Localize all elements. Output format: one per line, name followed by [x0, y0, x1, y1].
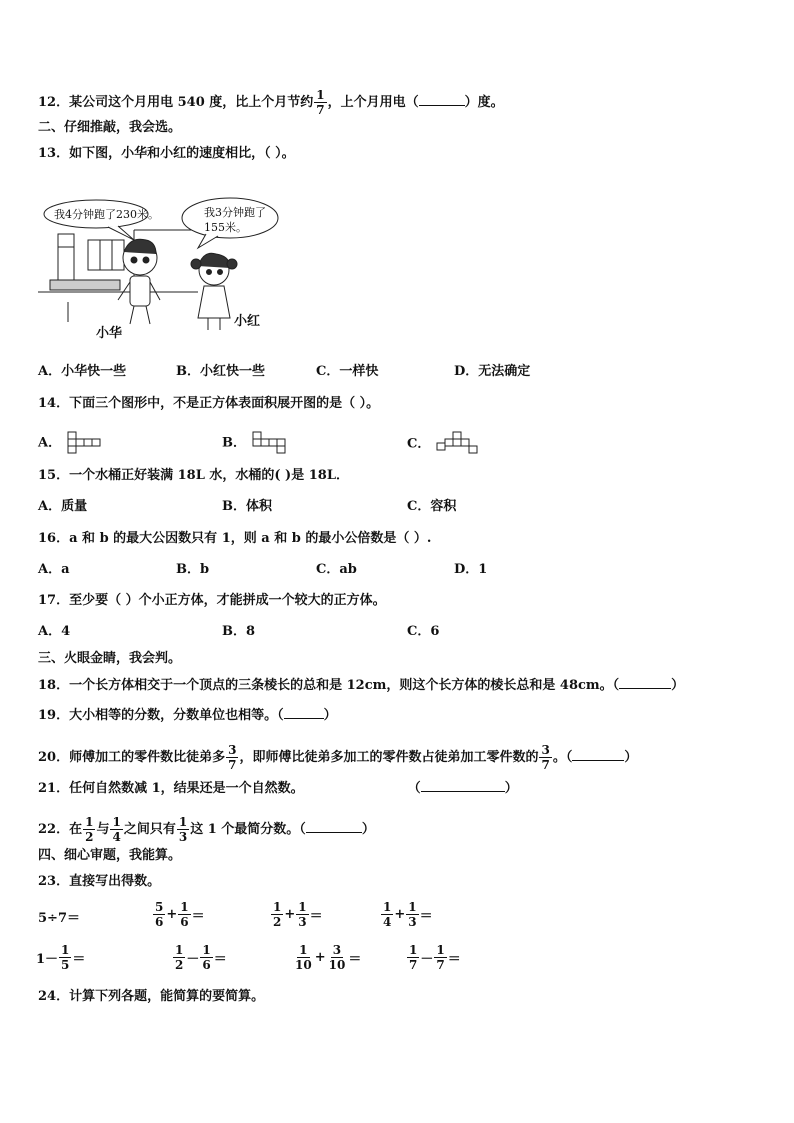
calc-8: $\frac{1}{7}$ － $\frac{1}{7}$ ＝: [409, 943, 461, 972]
bubble-xiaohong-line1: 我3分钟跑了: [204, 206, 266, 219]
calc-4: $\frac{1}{4}$ + $\frac{1}{3}$ ＝: [383, 900, 433, 929]
question-22: 22．在 $\frac{1}{2}$ 与 $\frac{1}{4}$ 之间只有 $\frac{1}{3}$ 这 1 个最简分数。（ ）: [38, 815, 375, 844]
question-19: 19．大小相等的分数，分数单位也相等。（ ）: [38, 708, 337, 723]
q14-option-b[interactable]: [222, 431, 293, 455]
question-23: 23．直接写出得数。: [38, 874, 161, 889]
question-12: 12．某公司这个月用电 540 度，比上个月节约 $\frac{1}{7}$ ，上个月用电（ ）度。: [38, 88, 504, 117]
calc-3: $\frac{1}{2}$ + $\frac{1}{3}$ ＝: [273, 900, 323, 929]
section-4-heading: 四、细心审题，我能算。: [38, 848, 182, 863]
q15-option-a[interactable]: A．质量: [38, 499, 88, 514]
bubble-xiaohua-text: 我4分钟跑了230米。: [54, 208, 159, 221]
answer-blank[interactable]: [572, 748, 624, 761]
cube-net-c: [435, 431, 481, 457]
speed-illustration: [38, 192, 288, 342]
bubble-xiaohong-line2: 155米。: [204, 221, 247, 234]
answer-blank[interactable]: [284, 706, 324, 719]
question-15: 15．一个水桶正好装满 18L 水，水桶的( )是 18L．: [38, 468, 349, 483]
q17-option-a[interactable]: A．4: [38, 624, 71, 639]
q14-option-c[interactable]: [407, 431, 481, 457]
cube-net-b: [251, 431, 293, 455]
question-21: 21．任何自然数减 1，结果还是一个自然数。 （ ）: [38, 781, 518, 796]
q16-option-d[interactable]: D．1: [454, 562, 488, 577]
answer-blank[interactable]: [306, 820, 362, 833]
q14-label-b: B．: [222, 435, 246, 451]
q17-option-c[interactable]: C．6: [407, 624, 440, 639]
cube-net-a: [66, 431, 108, 455]
label-xiaohong: 小红: [234, 314, 261, 329]
q13-option-d[interactable]: D．无法确定: [454, 364, 531, 379]
answer-blank[interactable]: [419, 93, 465, 106]
calc-6: $\frac{1}{2}$ － $\frac{1}{6}$ ＝: [175, 943, 227, 972]
answer-blank[interactable]: [421, 779, 505, 792]
q15-option-c[interactable]: C．容积: [407, 499, 457, 514]
label-xiaohua: 小华: [96, 326, 123, 341]
q13-option-c[interactable]: C．一样快: [316, 364, 379, 379]
question-20: 20．师傅加工的零件数比徒弟多 $\frac{3}{7}$ ，即师傅比徒弟多加工的零件数占徒弟加工零件数的 $\frac{3}{7}$ 。（ ）: [38, 743, 638, 772]
question-18: 18．一个长方体相交于一个顶点的三条棱长的总和是 12cm，则这个长方体的棱长总和是 48cm。（ ）: [38, 678, 685, 693]
q16-option-a[interactable]: A．a: [38, 562, 70, 577]
calc-7: $\frac{1}{10}$ + $\frac{3}{10}$ ＝: [295, 943, 362, 972]
q14-option-a[interactable]: [38, 431, 108, 455]
question-14: 14．下面三个图形中，不是正方体表面积展开图的是（ ）。: [38, 396, 380, 411]
q16-option-b[interactable]: B．b: [176, 562, 210, 577]
section-2-heading: 二、仔细推敲，我会选。: [38, 120, 182, 135]
calc-1: 5÷7＝: [38, 911, 80, 926]
q15-option-b[interactable]: B．体积: [222, 499, 272, 514]
question-16: 16．a 和 b 的最大公因数只有 1，则 a 和 b 的最小公倍数是（ ）.: [38, 531, 432, 546]
q13-option-b[interactable]: B．小红快一些: [176, 364, 265, 379]
section-3-heading: 三、火眼金睛，我会判。: [38, 651, 182, 666]
calc-5: 1－ $\frac{1}{5}$ ＝: [36, 943, 86, 972]
question-17: 17．至少要（ ）个小正方体，才能拼成一个较大的正方体。: [38, 593, 386, 608]
q16-option-c[interactable]: C．ab: [316, 562, 357, 577]
question-24: 24．计算下列各题，能简算的要简算。: [38, 989, 265, 1004]
q13-option-a[interactable]: A．小华快一些: [38, 364, 127, 379]
calc-2: $\frac{5}{6}$ + $\frac{1}{6}$ ＝: [155, 900, 205, 929]
q14-label-c: C．: [407, 436, 431, 452]
q17-option-b[interactable]: B．8: [222, 624, 256, 639]
question-13: 13．如下图，小华和小红的速度相比，（ ）。: [38, 146, 295, 161]
answer-blank[interactable]: [619, 676, 671, 689]
q14-label-a: A．: [38, 435, 62, 451]
